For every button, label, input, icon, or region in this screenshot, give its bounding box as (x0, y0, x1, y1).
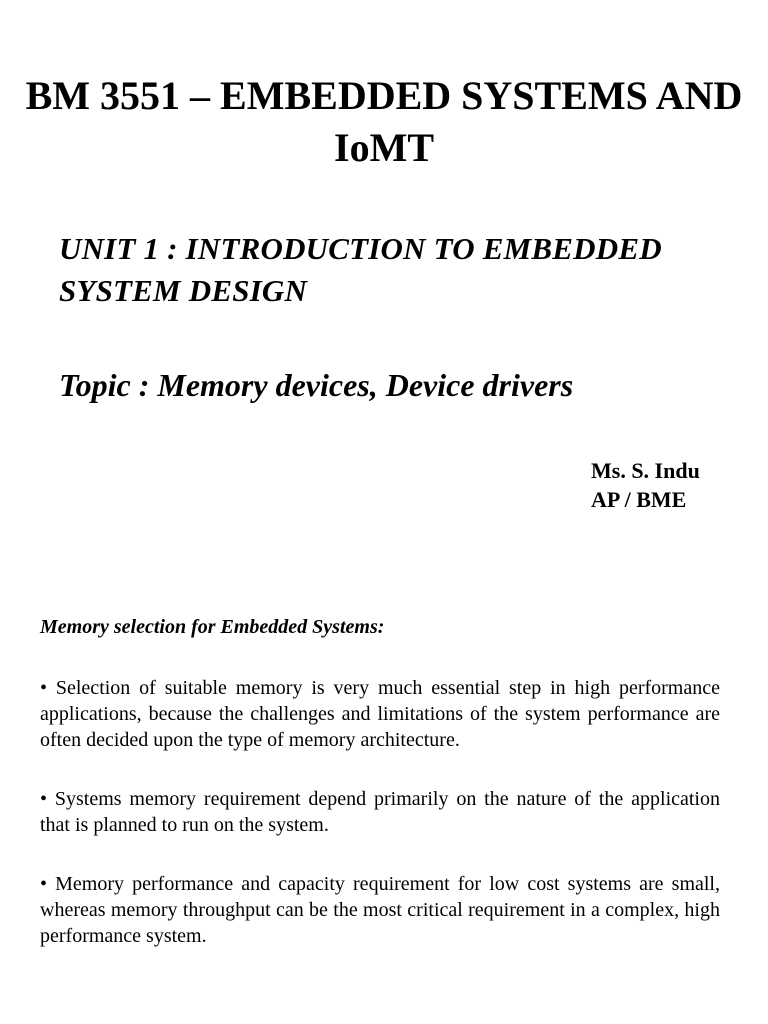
topic-heading: Topic : Memory devices, Device drivers (59, 367, 574, 403)
section-heading: Memory selection for Embedded Systems: (40, 616, 385, 638)
author-block (591, 456, 761, 514)
bullet-paragraph: • Memory performance and capacity requirement for low cost systems are small, whereas memory throughput can be the most critical requirement in a complex, high performance system. (40, 873, 720, 947)
author-name: Ms. S. Indu (591, 458, 700, 483)
bullet-paragraph: • Systems memory requirement depend primarily on the nature of the application that is planned to run on the system. (40, 788, 720, 836)
document-title: BM 3551 – EMBEDDED SYSTEMS AND IoMT (25, 73, 743, 170)
unit-heading: UNIT 1 : INTRODUCTION TO EMBEDDED SYSTEM DESIGN (59, 231, 662, 308)
bullet-paragraph: • Selection of suitable memory is very much essential step in high performance applications, because the challenges and limitations of the system performance are often decided upon the type of memory architecture. (40, 677, 720, 751)
author-designation: AP / BME (591, 487, 687, 512)
